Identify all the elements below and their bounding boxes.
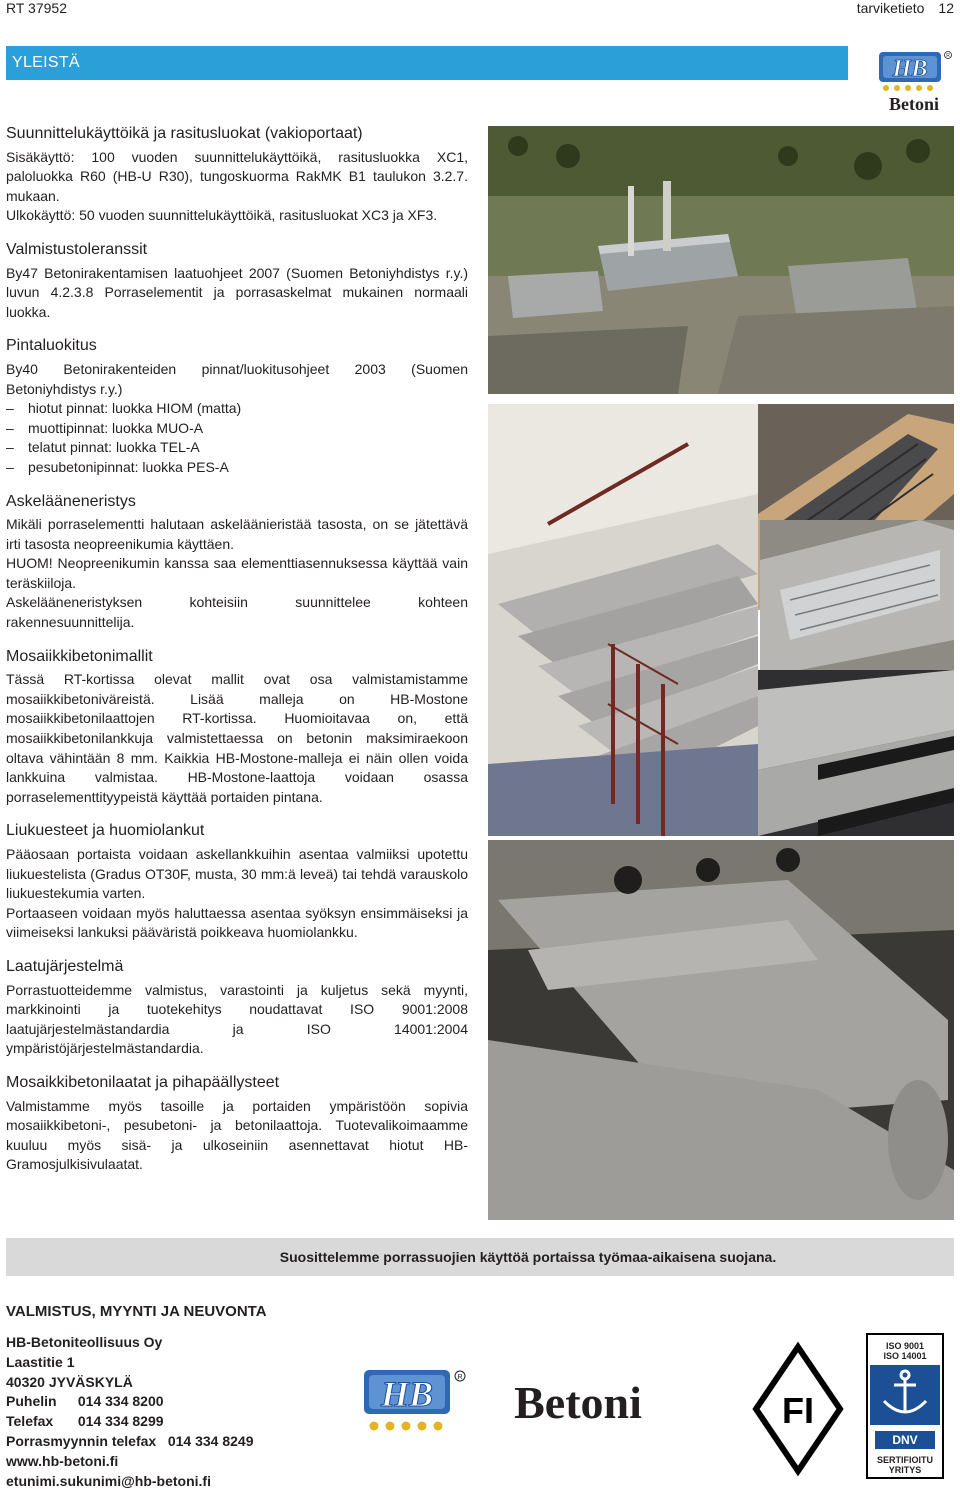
- svg-text:R: R: [457, 1374, 463, 1381]
- section-paragraph: Ulkokäyttö: 50 vuoden suunnittelukäyttöikä, rasitusluokat XC3 ja XF3.: [6, 207, 438, 224]
- factory-aerial-photo: [488, 126, 954, 394]
- anchor-icon: [868, 1363, 942, 1427]
- doc-category: tarviketieto: [856, 0, 925, 16]
- section-title: Askelääneneristys: [6, 492, 136, 510]
- section-title: Valmistustoleranssit: [6, 240, 148, 258]
- hb-betoni-logo: [876, 50, 954, 116]
- section-paragraph: By47 Betonirakentamisen laatuohjeet 2007 (Suomen Betoniyhdistys r.y.) luvun 4.2.3.8 Porraselementit ja porrasaskelmat mukainen normaali luokka.: [6, 264, 468, 320]
- section-paragraph: Pääosaan portaista voidaan askellankkuihin asentaa valmiiksi upotettu liukuestelista (Gradus OT30F, musta, 30 mm:ä leveä) tai tehdä varauskolo liukuestekumia varten.: [6, 846, 468, 902]
- section-paragraph: HUOM! Neopreenikumin kanssa saa elementtiasennuksessa käyttää vain teräskiiloja.: [6, 555, 468, 591]
- iso-14001-label: ISO 14001: [883, 1351, 927, 1361]
- section-title: Mosaiikkibetonimallit: [6, 647, 153, 665]
- fax-number: 014 334 8299: [77, 1413, 164, 1430]
- bullet-item: – pesubetonipinnat: luokka PES-A: [6, 458, 468, 478]
- svg-text:Betoni: Betoni: [514, 1377, 642, 1428]
- section-paragraph: By40 Betonirakenteiden pinnat/luokitusohjeet 2003 (Suomen Betoniyhdistys r.y.): [6, 360, 468, 397]
- svg-text:R: R: [946, 53, 950, 59]
- phone-number: 014 334 8200: [77, 1393, 164, 1410]
- bullet-item: – telatut pinnat: luokka TEL-A: [6, 438, 468, 458]
- iso-9001-label: ISO 9001: [885, 1341, 925, 1351]
- fax-row: [6, 1412, 253, 1432]
- section-paragraph: Mikäli porraselementti halutaan askeläänieristää tasosta, on se jätettävä irti tasosta neopreenikumia käyttäen.: [6, 516, 468, 552]
- body-text-column: [6, 124, 468, 1175]
- email-link[interactable]: etunimi.sukunimi@hb-betoni.fi: [6, 1472, 211, 1489]
- section-title: Liukuesteet ja huomiolankut: [6, 822, 205, 840]
- section-title: Mosaikkibetonilaatat ja pihapäällysteet: [6, 1073, 280, 1091]
- contact-heading: VALMISTUS, MYYNTI JA NEUVONTA: [6, 1303, 267, 1320]
- doc-code: RT 37952: [6, 0, 67, 16]
- doc-header-right: [857, 0, 954, 16]
- sales-phone-label: Porrasmyynnin telefax: [6, 1432, 157, 1449]
- bullet-item: – muottipinnat: luokka MUO-A: [6, 419, 468, 439]
- notice-bar: Suosittelemme porrassuojien käyttöä portaissa työmaa-aikaisena suojana.: [6, 1238, 954, 1276]
- mosaic-steps-photo: [758, 670, 954, 836]
- section-paragraph: Valmistamme myös tasoille ja portaiden ympäristöön sopivia mosaiikkibetoni-, pesubetoni- ja betonilaattoja. Tuotevalikoimaamme kuuluu myös sisä- ja ulkoseiniin asennettavat hiotut HB-Gramosjulkisivulaatat.: [6, 1097, 468, 1173]
- sales-phone-number: 014 334 8249: [167, 1432, 254, 1449]
- section-paragraph: Portaaseen voidaan myös haluttaessa asentaa syöksyn ensimmäiseksi ja viimeiseksi lankuksi pääväristä poikkeava huomiolankku.: [6, 904, 468, 941]
- certified-label-1: SERTIFIOITU: [877, 1455, 933, 1465]
- section-title: Suunnittelukäyttöikä ja rasitusluokat (vakioportaat): [6, 125, 363, 142]
- section-bar: YLEISTÄ: [6, 46, 848, 80]
- dnv-logo: DNV: [875, 1431, 935, 1449]
- section-paragraph: Sisäkäyttö: 100 vuoden suunnittelukäyttöikä, rasitusluokka XC1, paloluokka R60 (HB-U R30), tungoskuorma RakMK B1 taulukon 3.2.7. mukaan.: [6, 148, 468, 204]
- fi-certification-mark: [752, 1339, 844, 1477]
- hb-betoni-logo-large: [362, 1366, 692, 1446]
- postal-address: 40320 JYVÄSKYLÄ: [6, 1373, 133, 1390]
- street-address: Laastitie 1: [6, 1353, 75, 1370]
- iso-certificate-badge: [866, 1333, 944, 1479]
- phone-row: [6, 1392, 253, 1412]
- fax-label: Telefax: [6, 1413, 54, 1430]
- website-link[interactable]: www.hb-betoni.fi: [6, 1452, 119, 1469]
- section-paragraph: Porrastuotteidemme valmistus, varastointi ja kuljetus sekä myynti, markkinointi ja tuotekehitys noudattavat ISO 9001:2008 laatujärjestelmästandardia ja ISO 14001:2004 ympäristöjärjestelmästandardia.: [6, 981, 468, 1057]
- svg-text:FI: FI: [782, 1390, 814, 1431]
- section-title: Pintaluokitus: [6, 337, 97, 355]
- company-name: HB-Betoniteollisuus Oy: [6, 1334, 163, 1350]
- sales-phone-row: [6, 1432, 253, 1452]
- section-title: Laatujärjestelmä: [6, 957, 124, 975]
- svg-text:HB: HB: [892, 56, 928, 82]
- mosaic-planks-photo: [488, 840, 954, 1220]
- svg-text:Betoni: Betoni: [888, 94, 940, 114]
- svg-text:HB: HB: [380, 1374, 434, 1414]
- section-paragraph: Askelääneneristyksen kohteisiin suunnittelee kohteen rakennesuunnittelija.: [6, 594, 468, 631]
- section-paragraph: Tässä RT-kortissa olevat mallit ovat osa valmistamistamme mosaiikkibetoniväreistä. Lisää malleja on HB-Mostone mosaiikkibetonilaattojen RT-kortissa. Huomioitavaa on, että mosaiikkibetonilankkuja valmistettaessa on betonin maksimiraekoon oltava vähintään 8 mm. Kaikkia HB-Mostone-malleja ei näin ollen voida lankkuina valmistaa. HB-Mostone-laattoja voidaan osassa porraselementtityypeistä käyttää portaiden pintana.: [6, 671, 468, 805]
- phone-label: Puhelin: [6, 1393, 57, 1410]
- bullet-item: – hiotut pinnat: luokka HIOM (matta): [6, 399, 468, 419]
- staircase-photo: [488, 404, 758, 836]
- contact-block: [6, 1333, 253, 1489]
- packed-elements-photo: [760, 520, 954, 670]
- certified-label-2: YRITYS: [888, 1465, 922, 1475]
- page-number: 12: [938, 0, 954, 16]
